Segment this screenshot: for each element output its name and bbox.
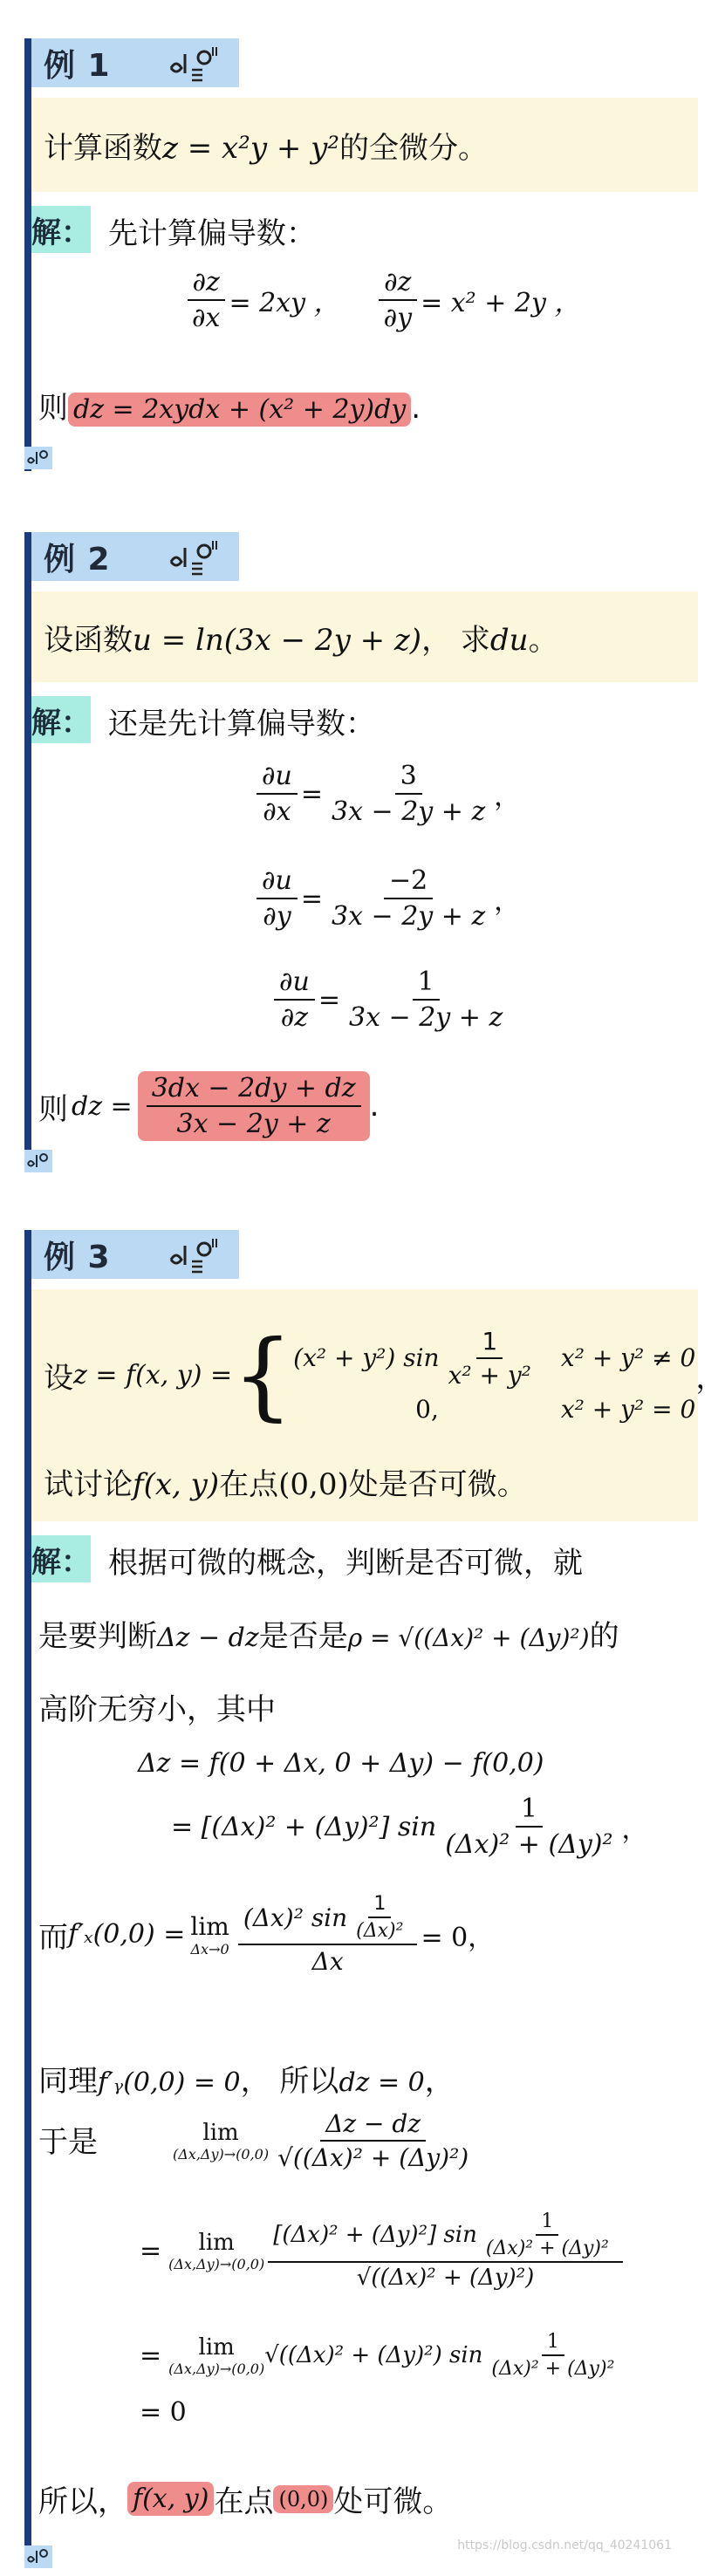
formula-logo-icon [166, 537, 220, 579]
example-3-definition: 设 z = f(x, y) = { (x² + y²) sin $\frac{1}{\text{x² + y²}}$ x² + y² ≠ 0 0, x² + y² = 0 ， [44, 1319, 725, 1431]
example-2-du-dy: $\frac{\partial u}{\partial y}$ = $\frac{-2}{3x - 2y + z}$ ， [253, 865, 520, 932]
example-1-label: 例 1 [44, 47, 111, 84]
example-2-solution-text: 还是先计算偏导数： [108, 707, 375, 741]
example-2-tag [24, 532, 239, 581]
limit-line-1: lim (Δx,Δy)→(0,0) $\frac{\Delta z - dz}{\text{√((Δx)² + (Δy)²)}}$ [173, 2109, 469, 2172]
example-3-question [24, 1289, 725, 1521]
example-2-du-dz: $\frac{\partial u}{\partial z}$ = $\frac{1}{3x - 2y + z}$ [270, 967, 511, 1033]
delta-z-line-1: Δz = f(0 + Δx, 0 + Δy) − f(0,0) [138, 1748, 544, 1779]
example-1-solution-tag: 解： [24, 206, 91, 253]
limit-line-3: = lim (Δx,Δy)→(0,0) √((Δx)² + (Δy)²) sin $\frac{1}{\text{(Δx)² + (Δy)²}}$ [140, 2331, 615, 2380]
example-3-solution-line-3: 高阶无穷小，其中 [38, 1692, 276, 1727]
fx-line: 而 f′ₓ(0,0) = lim Δx→0 (Δx)² sin $\frac{1}{\text{(Δx)²}}$ Δx = 0， [38, 1893, 495, 1976]
formula-logo-icon [166, 1235, 220, 1277]
formula-logo-icon [166, 44, 220, 85]
example-1-result: 则 dz = 2xydx + (x² + 2y)dy . [38, 391, 421, 426]
example-1-question-text: 计算函数z = x²y + y²的全微分。 [44, 131, 488, 166]
fy-line: 同理f′ᵧ(0,0) = 0， 所以dz = 0， [38, 2064, 455, 2099]
conclusion: 所以， f(x, y) 在点 (0,0) 处可微。 [38, 2484, 453, 2519]
mini-logo-icon [24, 2545, 52, 2572]
example-1-tag [24, 38, 239, 87]
example-2-question-text: 设函数u = ln(3x − 2y + z)， 求du。 [44, 623, 558, 658]
example-2-label: 例 2 [44, 541, 111, 577]
brace: { [232, 1319, 294, 1431]
example-3-solution-line-1: 根据可微的概念，判断是否可微，就 [108, 1546, 583, 1581]
example-3-solution-tag: 解： [24, 1535, 91, 1582]
limit-line-2: = lim (Δx,Δy)→(0,0) [(Δx)² + (Δy)²] sin $\frac{1}{\text{(Δx)² + (Δy)²}}$ √((Δx)² + (Δy)²) [140, 2210, 626, 2291]
example-3-solution-line-2: 是要判断Δz − dz是否是ρ = √((Δx)² + (Δy)²)的 [38, 1619, 619, 1654]
watermark: https://blog.csdn.net/qq_40241061 [457, 2538, 672, 2552]
example-3-question-text: 试讨论f(x, y)在点(0,0)处是否可微。 [44, 1467, 527, 1502]
example-1-partials: $\frac{\partial z}{\partial x}$ = 2xy ， $\frac{\partial z}{\partial y}$ = x² + 2y ， [183, 267, 580, 333]
example-2-solution-tag: 解： [24, 696, 91, 743]
example-1-question [24, 98, 698, 192]
mini-logo-icon [24, 1150, 52, 1176]
example-1-solution-text: 先计算偏导数： [108, 216, 316, 251]
example-3-label: 例 3 [44, 1239, 111, 1275]
example-2-du-dx: $\frac{\partial u}{\partial x}$ = $\frac{3}{3x - 2y + z}$ ， [253, 761, 520, 827]
mini-logo-icon [24, 447, 52, 473]
delta-z-line-2: = [(Δx)² + (Δy)²] sin $\frac{1}{\text{(Δx)² + (Δy)²}}$ ， [171, 1794, 648, 1860]
limit-line-4: = 0 [140, 2397, 187, 2428]
yushi-label: 于是 [38, 2125, 98, 2160]
example-2-result: 则 dz = $\frac{3dx - 2dy + dz}{3x - 2y + z}$ . [38, 1073, 380, 1139]
example-2-question [24, 591, 698, 682]
example-3-tag [24, 1230, 239, 1279]
